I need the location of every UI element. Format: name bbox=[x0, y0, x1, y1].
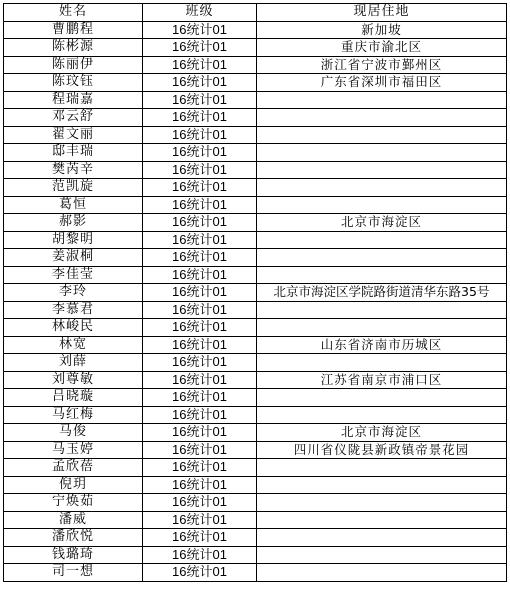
student-name-cell: 潘威 bbox=[4, 511, 143, 529]
table-row bbox=[4, 266, 507, 284]
class-cell: 16统计01 bbox=[143, 231, 257, 249]
student-name-cell: 邓云舒 bbox=[4, 109, 143, 127]
class-cell: 16统计01 bbox=[143, 319, 257, 337]
class-cell: 16统计01 bbox=[143, 301, 257, 319]
table-row bbox=[4, 231, 507, 249]
student-name-cell: 潘欣悦 bbox=[4, 529, 143, 547]
student-name-cell: 刘薛 bbox=[4, 354, 143, 372]
address-cell: 浙江省宁波市鄞州区 bbox=[257, 56, 507, 74]
table-row bbox=[4, 21, 507, 39]
table-row bbox=[4, 389, 507, 407]
address-cell bbox=[257, 511, 507, 529]
student-name-cell: 马俊 bbox=[4, 424, 143, 442]
student-name-cell: 曹鹏程 bbox=[4, 21, 143, 39]
table-row bbox=[4, 179, 507, 197]
table-row bbox=[4, 74, 507, 92]
student-name-cell: 宁焕茹 bbox=[4, 494, 143, 512]
address-cell: 山东省济南市历城区 bbox=[257, 336, 507, 354]
class-cell: 16统计01 bbox=[143, 249, 257, 267]
class-cell: 16统计01 bbox=[143, 511, 257, 529]
class-cell: 16统计01 bbox=[143, 21, 257, 39]
student-name-cell: 李慕君 bbox=[4, 301, 143, 319]
table-row bbox=[4, 284, 507, 302]
address-cell bbox=[257, 231, 507, 249]
class-cell: 16统计01 bbox=[143, 354, 257, 372]
table-row bbox=[4, 441, 507, 459]
class-cell: 16统计01 bbox=[143, 336, 257, 354]
address-cell bbox=[257, 249, 507, 267]
student-name-cell: 陈彬源 bbox=[4, 39, 143, 57]
table-row bbox=[4, 39, 507, 57]
class-cell: 16统计01 bbox=[143, 214, 257, 232]
class-cell: 16统计01 bbox=[143, 494, 257, 512]
address-cell bbox=[257, 266, 507, 284]
class-cell: 16统计01 bbox=[143, 389, 257, 407]
student-name-cell: 马玉婷 bbox=[4, 441, 143, 459]
address-cell bbox=[257, 144, 507, 162]
address-cell bbox=[257, 529, 507, 547]
class-cell: 16统计01 bbox=[143, 196, 257, 214]
table-row bbox=[4, 406, 507, 424]
address-cell bbox=[257, 126, 507, 144]
address-cell: 江苏省南京市浦口区 bbox=[257, 371, 507, 389]
student-name-cell: 刘尊敏 bbox=[4, 371, 143, 389]
table-row bbox=[4, 476, 507, 494]
header-row bbox=[4, 4, 507, 22]
student-name-cell: 胡黎明 bbox=[4, 231, 143, 249]
student-name-cell: 樊芮辛 bbox=[4, 161, 143, 179]
class-cell: 16统计01 bbox=[143, 564, 257, 582]
table-row bbox=[4, 546, 507, 564]
address-cell bbox=[257, 476, 507, 494]
address-cell bbox=[257, 564, 507, 582]
student-name-cell: 程瑞嘉 bbox=[4, 91, 143, 109]
class-cell: 16统计01 bbox=[143, 529, 257, 547]
address-cell bbox=[257, 389, 507, 407]
class-cell: 16统计01 bbox=[143, 74, 257, 92]
address-cell: 广东省深圳市福田区 bbox=[257, 74, 507, 92]
class-cell: 16统计01 bbox=[143, 546, 257, 564]
table-row bbox=[4, 319, 507, 337]
table-row bbox=[4, 109, 507, 127]
class-cell: 16统计01 bbox=[143, 39, 257, 57]
class-cell: 16统计01 bbox=[143, 424, 257, 442]
student-name-cell: 司一想 bbox=[4, 564, 143, 582]
table-row bbox=[4, 459, 507, 477]
student-name-cell: 邸丰瑞 bbox=[4, 144, 143, 162]
class-cell: 16统计01 bbox=[143, 179, 257, 197]
address-cell bbox=[257, 196, 507, 214]
address-cell bbox=[257, 546, 507, 564]
address-cell bbox=[257, 161, 507, 179]
student-name-cell: 林宽 bbox=[4, 336, 143, 354]
table-row bbox=[4, 56, 507, 74]
student-name-cell: 倪玥 bbox=[4, 476, 143, 494]
address-cell bbox=[257, 319, 507, 337]
address-cell bbox=[257, 354, 507, 372]
name-column-header: 姓名 bbox=[4, 4, 143, 22]
address-cell: 四川省仪陇县新政镇帝景花园 bbox=[257, 441, 507, 459]
address-cell: 北京市海淀区 bbox=[257, 424, 507, 442]
address-column-header: 现居住地 bbox=[257, 4, 507, 22]
table-row bbox=[4, 511, 507, 529]
roster-body bbox=[4, 21, 507, 581]
address-cell: 北京市海淀区 bbox=[257, 214, 507, 232]
student-name-cell: 马红梅 bbox=[4, 406, 143, 424]
class-cell: 16统计01 bbox=[143, 144, 257, 162]
class-cell: 16统计01 bbox=[143, 126, 257, 144]
table-row bbox=[4, 126, 507, 144]
address-cell: 北京市海淀区学院路街道清华东路35号 bbox=[257, 284, 507, 302]
table-row bbox=[4, 424, 507, 442]
table-row bbox=[4, 354, 507, 372]
address-cell bbox=[257, 91, 507, 109]
student-name-cell: 范凯旋 bbox=[4, 179, 143, 197]
class-cell: 16统计01 bbox=[143, 284, 257, 302]
class-column-header: 班级 bbox=[143, 4, 257, 22]
class-cell: 16统计01 bbox=[143, 56, 257, 74]
address-cell: 重庆市渝北区 bbox=[257, 39, 507, 57]
table-row bbox=[4, 249, 507, 267]
address-cell: 新加坡 bbox=[257, 21, 507, 39]
student-name-cell: 陈玟钰 bbox=[4, 74, 143, 92]
class-cell: 16统计01 bbox=[143, 266, 257, 284]
class-cell: 16统计01 bbox=[143, 476, 257, 494]
address-cell bbox=[257, 494, 507, 512]
table-row bbox=[4, 144, 507, 162]
student-name-cell: 吕晓璇 bbox=[4, 389, 143, 407]
student-name-cell: 郝影 bbox=[4, 214, 143, 232]
student-name-cell: 陈丽伊 bbox=[4, 56, 143, 74]
class-cell: 16统计01 bbox=[143, 406, 257, 424]
table-row bbox=[4, 494, 507, 512]
student-name-cell: 姜淑桐 bbox=[4, 249, 143, 267]
student-name-cell: 林峻民 bbox=[4, 319, 143, 337]
address-cell bbox=[257, 301, 507, 319]
student-name-cell: 李玲 bbox=[4, 284, 143, 302]
address-cell bbox=[257, 109, 507, 127]
table-row bbox=[4, 91, 507, 109]
table-row bbox=[4, 161, 507, 179]
student-name-cell: 翟文丽 bbox=[4, 126, 143, 144]
student-roster-table bbox=[3, 3, 507, 582]
table-row bbox=[4, 214, 507, 232]
address-cell bbox=[257, 459, 507, 477]
table-row bbox=[4, 371, 507, 389]
table-row bbox=[4, 336, 507, 354]
student-name-cell: 孟欣蓓 bbox=[4, 459, 143, 477]
table-row bbox=[4, 564, 507, 582]
address-cell bbox=[257, 406, 507, 424]
table-row bbox=[4, 529, 507, 547]
class-cell: 16统计01 bbox=[143, 109, 257, 127]
class-cell: 16统计01 bbox=[143, 371, 257, 389]
student-name-cell: 钱璐琦 bbox=[4, 546, 143, 564]
class-cell: 16统计01 bbox=[143, 441, 257, 459]
student-name-cell: 葛恒 bbox=[4, 196, 143, 214]
class-cell: 16统计01 bbox=[143, 459, 257, 477]
class-cell: 16统计01 bbox=[143, 161, 257, 179]
address-cell bbox=[257, 179, 507, 197]
table-row bbox=[4, 301, 507, 319]
student-name-cell: 李佳莹 bbox=[4, 266, 143, 284]
class-cell: 16统计01 bbox=[143, 91, 257, 109]
table-row bbox=[4, 196, 507, 214]
